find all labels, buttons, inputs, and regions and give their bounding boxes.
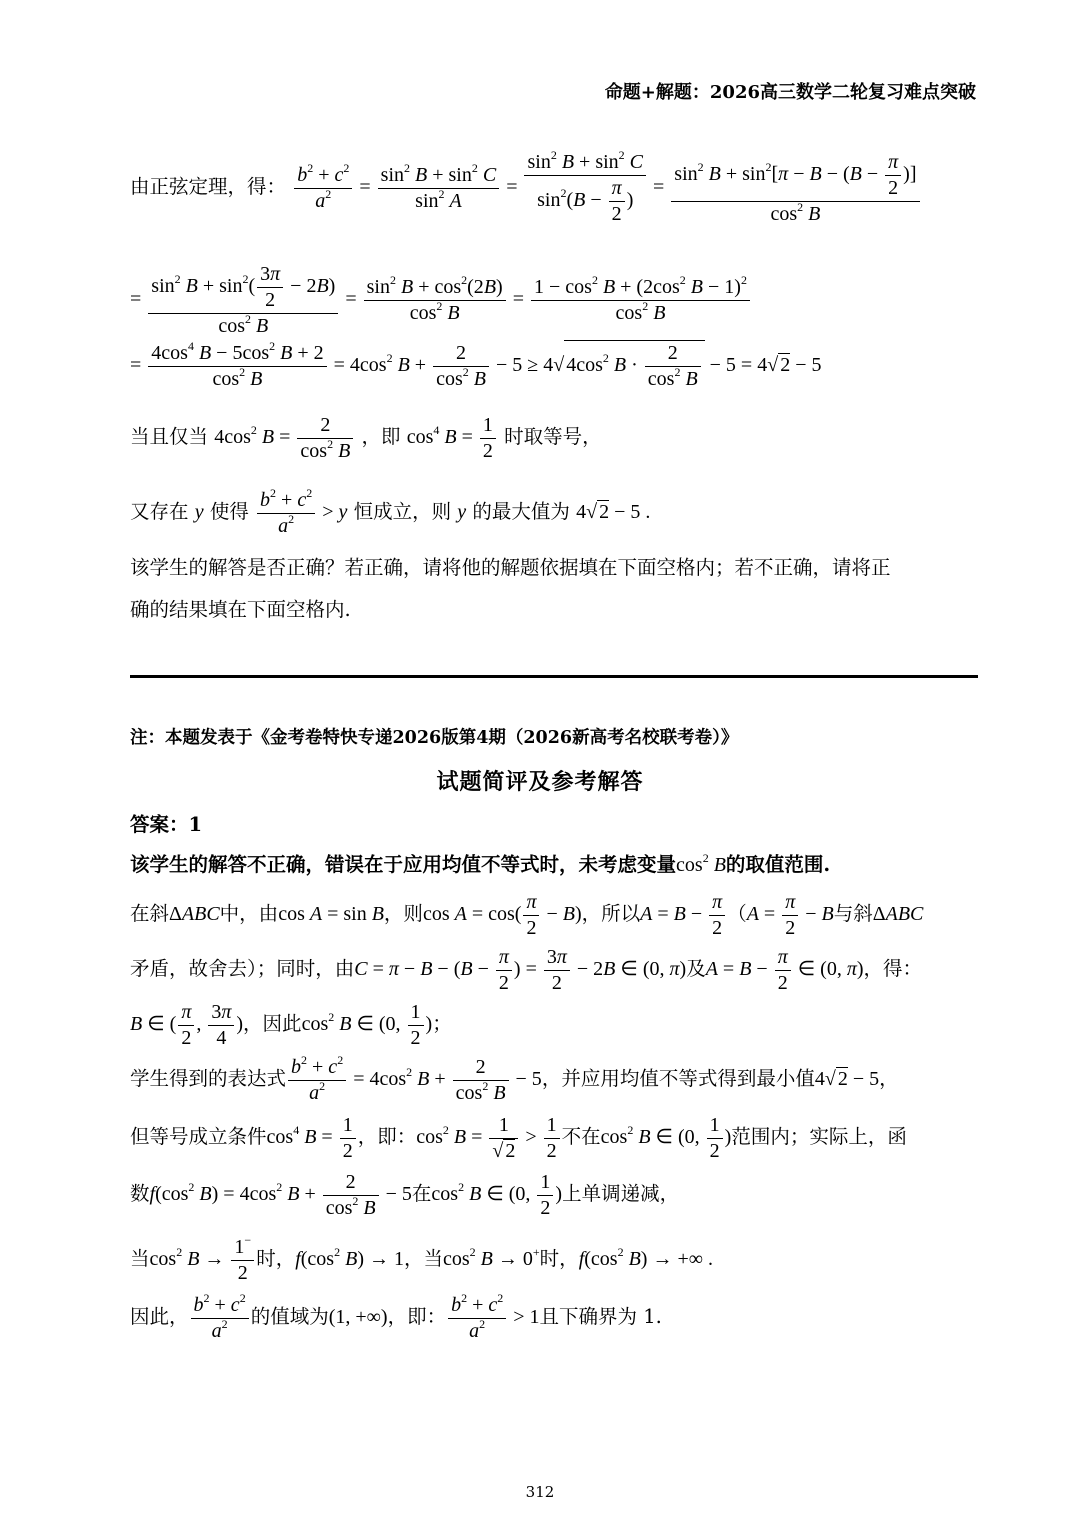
p1-a: 在斜 bbox=[130, 902, 170, 926]
p8-d: 且下确界为 1. bbox=[539, 1305, 662, 1329]
p7-c: ，当 bbox=[403, 1247, 443, 1271]
section-title: 试题简评及参考解答 bbox=[436, 769, 644, 795]
p2-c: ，得： bbox=[863, 957, 923, 981]
analysis-line-6: 数$f(\cos^2$ $B) = 4\cos^2$ B + $\frac{2}{\cos^2 B}$ − 5在$\cos^2 B$ ∈ (0, $\frac{1}{2}$ )上单调递减， bbox=[130, 1171, 680, 1219]
p7-a: 当 bbox=[130, 1247, 150, 1271]
exist-text-1: 又存在 bbox=[130, 500, 189, 524]
question-line-1: 该学生的解答是否正确？若正确，请将他的解题依据填在下面空格内；若不正确，请将正 bbox=[130, 556, 891, 579]
equality-line: 当且仅当 $4\cos^2$ B = $\frac{2}{\cos^2 B}$ ，即 $\cos^4 B$ = $\frac{1}{2}$ 时取等号， bbox=[130, 414, 602, 462]
p5-d: 范围内；实际上，函 bbox=[731, 1125, 907, 1149]
solution-intro: 由正弦定理，得： bbox=[130, 175, 287, 199]
p6-b: 在 bbox=[411, 1182, 432, 1206]
derivation-line-2: = $\sin^2 B + \sin^2$( $\frac{3\pi}{2}$ − 2B) $\cos^2 B$ = $\frac{\sin^2 B + \cos^2(2B)}{\cos^2 B}$ = $\frac{1 - \cos^2 B + (2\cos^2 B - 1)^2}{\cos^2 B}$ bbox=[130, 262, 752, 339]
p5-a: 但等号成立条件 bbox=[130, 1125, 267, 1149]
p2-b: 及 bbox=[686, 957, 706, 981]
p3-a: ，因此 bbox=[243, 1012, 302, 1036]
p7-b: 时， bbox=[256, 1247, 296, 1271]
p2-a: 矛盾，故舍去）；同时，由 bbox=[130, 957, 355, 981]
p6-c: 上单调递减， bbox=[562, 1182, 680, 1206]
analysis-line-1: 在斜ΔABC中，由cos A = sin B，则cos A = cos( $\frac{\pi}{2}$ − B)，所以A = B − $\frac{\pi}{2}$ （A = $\frac{\pi}{2}$ − B与斜ΔABC bbox=[130, 891, 924, 939]
publication-note: 注：本题发表于《金考卷特快专递2026版第4期（2026新高考名校联考卷）》 bbox=[130, 728, 739, 748]
p1-f: 与斜 bbox=[833, 902, 873, 926]
verdict-text-1: 该学生的解答不正确，错误在于应用均值不等式时，未考虑变量 bbox=[130, 853, 677, 876]
p7-d: 时， bbox=[539, 1247, 579, 1271]
p4-c: ， bbox=[879, 1067, 899, 1091]
p5-b: ，即： bbox=[357, 1125, 417, 1149]
p1-c: ，则 bbox=[383, 902, 423, 926]
page-number: 312 bbox=[525, 1483, 555, 1501]
exist-text-3: 恒成立，则 bbox=[353, 500, 452, 524]
running-header: 命题+解题：2026高三数学二轮复习难点突破 bbox=[604, 82, 976, 103]
p4-a: 学生得到的表达式 bbox=[130, 1067, 287, 1091]
p8-a: 因此， bbox=[130, 1305, 189, 1329]
equality-text-3: 时取等号， bbox=[504, 425, 602, 449]
exist-text-2: 使得 bbox=[209, 500, 249, 524]
derivation-line-3: = $\frac{4\cos^4 B - 5\cos^2 B + 2}{\cos^2 B}$ = $4\cos^2$ B + $\frac{2}{\cos^2 B}$ − 5 ≥ 4√ $4\cos^2$ B · $\frac{2}{\cos^2 B}$ − 5 = 4√ 2 − 5 bbox=[130, 339, 822, 390]
analysis-line-4: 学生得到的表达式 $\frac{b^2 + c^2}{a^2}$ = $4\cos^2$ B + $\frac{2}{\cos^2 B}$ − 5，并应用均值不等式得到最小值4√ 2 − 5， bbox=[130, 1053, 899, 1104]
equality-text-1: 当且仅当 bbox=[130, 425, 209, 449]
p8-b: 的值域为 bbox=[250, 1305, 329, 1329]
p1-b: 中，由 bbox=[219, 902, 279, 926]
verdict-line: 该学生的解答不正确，错误在于应用均值不等式时，未考虑变量$\cos^2 B$的取值范围. bbox=[130, 851, 831, 876]
existence-line: 又存在 y 使得 $\frac{b^2 + c^2}{a^2}$ > y 恒成立，则 y 的最大值为 4√ 2 − 5 . bbox=[130, 486, 651, 537]
p8-c: ，即： bbox=[387, 1305, 447, 1329]
question-line-2: 确的结果填在下面空格内. bbox=[130, 598, 351, 621]
analysis-line-2: 矛盾，故舍去）；同时，由C = π − B − (B − $\frac{\pi}{2}$ ) = $\frac{3\pi}{2}$ − 2B ∈ (0, π)及A = B − $\frac{\pi}{2}$ ∈ (0, π)，得： bbox=[130, 946, 923, 994]
p1-e: （ bbox=[727, 902, 747, 926]
answer-line: 答案：1 bbox=[130, 813, 203, 836]
analysis-line-8: 因此， $\frac{b^2 + c^2}{a^2}$ 的值域为(1, +∞)，即： $\frac{b^2 + c^2}{a^2}$ > 1且下确界为 1. bbox=[130, 1291, 662, 1342]
p5-c: 不在 bbox=[561, 1125, 601, 1149]
analysis-line-7: 当$\cos^2 B$ → $\frac{1^-}{2}$ 时，$f(\cos^2$ B) → 1，当$\cos^2 B \to 0^+$时，$f(\cos^2$ B) → +∞ . bbox=[130, 1233, 713, 1284]
p4-b: ，并应用均值不等式得到最小值 bbox=[541, 1067, 815, 1091]
p6-a: 数 bbox=[130, 1182, 150, 1206]
analysis-line-5: 但等号成立条件$\cos^4 B$ = $\frac{1}{2}$ ，即：$\cos^2 B$ = $\frac{1}{√ 2}$ > $\frac{1}{2}$ 不在$\cos^2 B$ ∈ (0, $\frac{1}{2}$ )范围内；实际上，函 bbox=[130, 1114, 907, 1162]
verdict-text-2: 的取值范围. bbox=[725, 853, 831, 876]
analysis-line-3: B ∈ ( $\frac{\pi}{2}$ , $\frac{3\pi}{4}$ )，因此$\cos^2 B$ ∈ (0, $\frac{1}{2}$ )； bbox=[130, 1001, 452, 1049]
section-divider bbox=[130, 675, 978, 678]
derivation-line-1: 由正弦定理，得： $\frac{b^2 + c^2}{a^2}$ = $\frac{\sin^2 B + \sin^2 C}{\sin^2 A}$ = $\sin^2 B + \sin^2 C$ $\sin^2(B$ − $\frac{\pi}{2}$ ) = $\sin^2 B + \sin^2[\pi - B - (B$ − $\frac{\pi}{2}$ )] $\cos^2 B$ bbox=[130, 150, 922, 227]
p1-d: ，所以 bbox=[581, 902, 641, 926]
p3-b: ； bbox=[432, 1012, 452, 1036]
equality-text-2: ，即 bbox=[361, 425, 401, 449]
exist-text-4: 的最大值为 bbox=[472, 500, 570, 524]
